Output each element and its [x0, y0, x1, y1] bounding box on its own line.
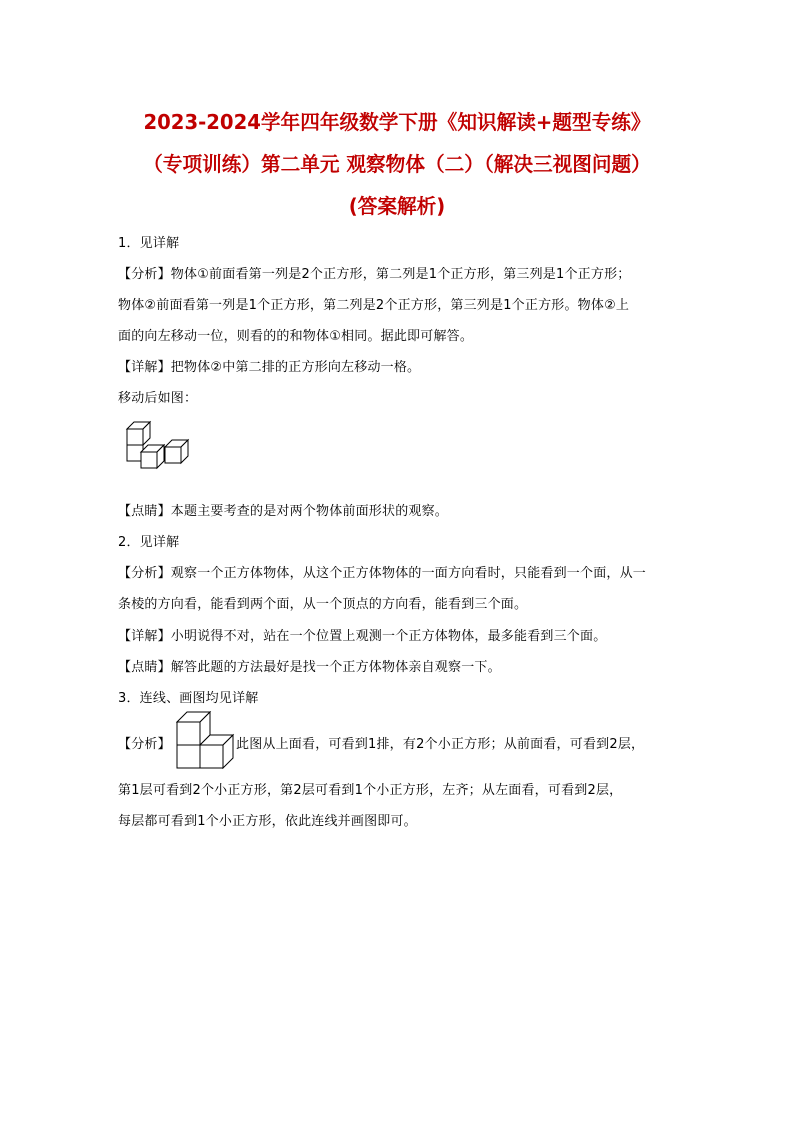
q3-heading: 3．连线、画图均见详解	[118, 691, 259, 706]
q1-analysis-line-3: 面的向左移动一位，则看的的和物体①相同。据此即可解答。	[118, 329, 474, 344]
document-title-line-3: (答案解析)	[348, 194, 446, 218]
q2-analysis-line-1: 【分析】观察一个正方体物体，从这个正方体物体的一面方向看时，只能看到一个面，从一	[118, 566, 647, 581]
q1-analysis-line-1: 【分析】物体①前面看第一列是2个正方形，第二列是1个正方形，第三列是1个正方形；	[118, 267, 631, 282]
q3-analysis-label: 【分析】	[118, 737, 171, 752]
q3-analysis-line-3: 每层都可看到1个小正方形，依此连线并画图即可。	[118, 814, 417, 829]
q1-analysis-line-2: 物体②前面看第一列是1个正方形，第二列是2个正方形，第三列是1个正方形。物体②上	[118, 298, 630, 313]
q2-comment: 【点睛】解答此题的方法最好是找一个正方体物体亲自观察一下。	[118, 660, 501, 675]
q2-detail: 【详解】小明说得不对，站在一个位置上观测一个正方体物体，最多能看到三个面。	[118, 629, 607, 644]
q1-detail: 【详解】把物体②中第二排的正方形向左移动一格。	[118, 360, 421, 375]
q2-analysis-line-2: 条棱的方向看，能看到两个面，从一个顶点的方向看，能看到三个面。	[118, 597, 528, 612]
document-title-line-2: （专项训练）第二单元 观察物体（二）（解决三视图问题）	[143, 152, 651, 176]
q1-heading: 1．见详解	[118, 236, 180, 251]
q3-analysis-line-2: 第1层可看到2个小正方形，第2层可看到1个小正方形，左齐；从左面看，可看到2层，	[118, 783, 623, 798]
q1-cube-figure	[124, 418, 198, 474]
q2-heading: 2．见详解	[118, 535, 180, 550]
q3-analysis-line-1: 此图从上面看，可看到1排，有2个小正方形；从前面看，可看到2层，	[236, 737, 645, 752]
q1-comment: 【点睛】本题主要考查的是对两个物体前面形状的观察。	[118, 504, 449, 519]
document-title-line-1: 2023-2024学年四年级数学下册《知识解读+题型专练》	[143, 110, 651, 134]
q3-cube-figure	[176, 711, 236, 769]
q1-after-move-label: 移动后如图：	[118, 391, 198, 406]
